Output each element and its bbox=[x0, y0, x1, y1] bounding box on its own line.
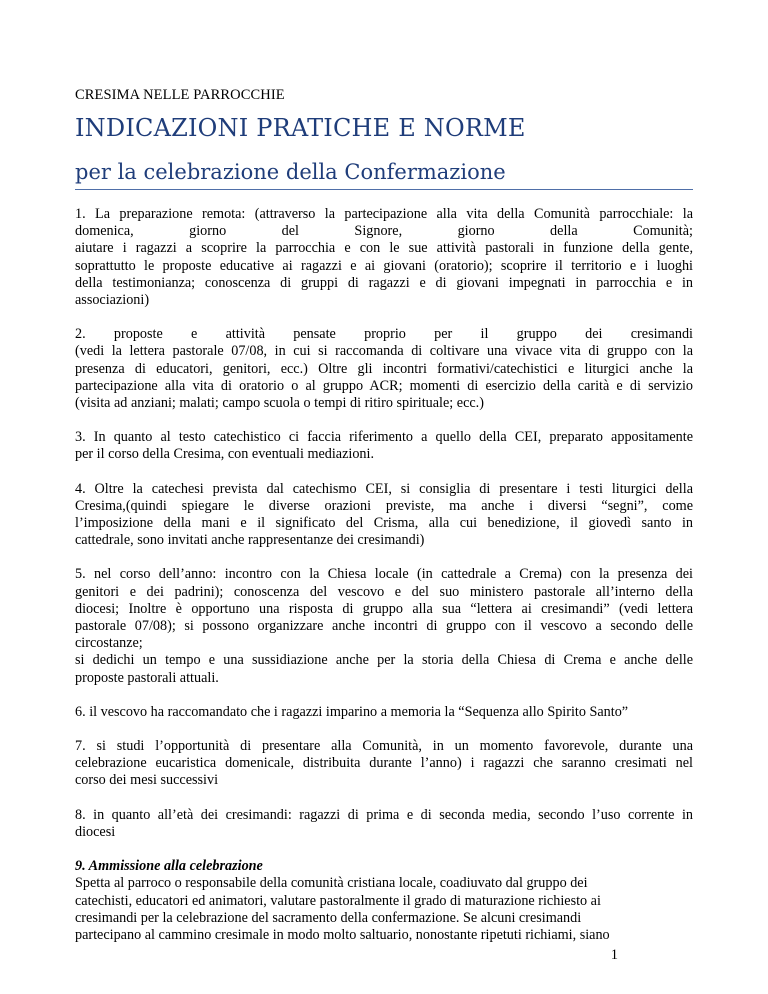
document-body bbox=[75, 206, 693, 961]
paragraph-line: associazioni) bbox=[75, 292, 150, 309]
paragraph-8 bbox=[75, 807, 693, 841]
title-divider bbox=[75, 189, 693, 190]
paragraph-line: domenica, giorno del Signore, giorno della Comunità; bbox=[75, 223, 693, 240]
paragraph-line: partecipazione alla vita di oratorio o al gruppo ACR; momenti di esercizio della carità e di servizio bbox=[75, 377, 693, 394]
paragraph-line: cattedrale, sono invitati anche rappresentanze dei cresimandi) bbox=[75, 532, 425, 549]
paragraph-line: aiutare i ragazzi a scoprire la parrocchia e con le sue attività pastorali in funzione della gente, bbox=[75, 240, 693, 257]
paragraph-line: della testimonianza; conoscenza di gruppi di ragazzi e di giovani impegnati in parrocchia e in bbox=[75, 274, 693, 291]
paragraph-line: si dedichi un tempo e una sussidiazione anche per la storia della Chiesa di Crema e anche delle bbox=[75, 652, 693, 669]
paragraph-line: diocesi; Inoltre è opportuno una risposta di gruppo alla sua “lettera ai cresimandi” (vedi lettera bbox=[75, 600, 693, 617]
paragraph-line: l’imposizione della mani e il significato del Crisma, alla cui benedizione, il giovedì santo in bbox=[75, 515, 693, 532]
paragraph-line: circostanze; bbox=[75, 635, 143, 652]
paragraph-line: diocesi bbox=[75, 823, 116, 840]
paragraph-line: proposte pastorali attuali. bbox=[75, 669, 219, 686]
paragraph-line: 5. nel corso dell’anno: incontro con la Chiesa locale (in cattedrale a Crema) con la presenza dei bbox=[75, 566, 693, 583]
paragraph-3 bbox=[75, 429, 693, 463]
paragraph-line: genitori e dei padrini); conoscenza del vescovo e del suo ministero pastorale all’interno della bbox=[75, 583, 693, 600]
paragraph-line: 4. Oltre la catechesi prevista dal catechismo CEI, si consiglia di presentare i testi liturgici della bbox=[75, 480, 693, 497]
paragraph-6 bbox=[75, 704, 693, 721]
paragraph-line: corso dei mesi successivi bbox=[75, 772, 219, 789]
paragraph-line: 1. La preparazione remota: (attraverso la partecipazione alla vita della Comunità parrocchiale: la bbox=[75, 206, 693, 222]
paragraph-line: 6. il vescovo ha raccomandato che i ragazzi imparino a memoria la “Sequenza allo Spirito Santo” bbox=[75, 703, 629, 720]
section-9-heading: 9. Ammissione alla celebrazione bbox=[75, 858, 263, 875]
paragraph-1 bbox=[75, 206, 693, 309]
paragraph-line: (visita ad anziani; malati; campo scuola o tempi di ritiro spirituale; ecc.) bbox=[75, 395, 484, 412]
paragraph-line: pastorale 07/08); si possono organizzare anche incontri di gruppo con il vescovo a secondo delle bbox=[75, 618, 693, 635]
document-subtitle: per la celebrazione della Confermazione bbox=[75, 160, 506, 184]
section-9 bbox=[75, 858, 693, 944]
paragraph-line: per il corso della Cresima, con eventuali mediazioni. bbox=[75, 446, 375, 463]
paragraph-7 bbox=[75, 738, 693, 790]
paragraph-4 bbox=[75, 481, 693, 550]
section-9-line: Spetta al parroco o responsabile della comunità cristiana locale, coadiuvato dal gruppo dei bbox=[75, 875, 588, 892]
paragraph-line: (vedi la lettera pastorale 07/08, in cui si raccomanda di coltivare una vivace vita di gruppo con la bbox=[75, 343, 693, 360]
paragraph-line: Cresima,(quindi spiegare le diverse orazioni previste, ma anche i diversi “segni”, come bbox=[75, 497, 693, 514]
paragraph-line: presenza di educatori, genitori, ecc.) Oltre gli incontri formativi/catechistici e liturgici anche la bbox=[75, 360, 693, 377]
paragraph-line: 7. si studi l’opportunità di presentare alla Comunità, in un momento favorevole, durante una bbox=[75, 738, 693, 755]
paragraph-5 bbox=[75, 566, 693, 686]
document-kicker: CRESIMA NELLE PARROCCHIE bbox=[75, 87, 285, 103]
page-number: 1 bbox=[610, 947, 618, 963]
paragraph-line: soprattutto le proposte educative ai ragazzi e ai giovani (oratorio); scoprire il territorio e i luoghi bbox=[75, 257, 693, 274]
paragraph-line: 2. proposte e attività pensate proprio per il gruppo dei cresimandi bbox=[75, 326, 693, 343]
paragraph-2 bbox=[75, 326, 693, 412]
paragraph-line: 3. In quanto al testo catechistico ci faccia riferimento a quello della CEI, preparato appositamente bbox=[75, 429, 693, 446]
section-9-line: partecipano al cammino cresimale in modo molto saltuario, nonostante ripetuti richiami, siano bbox=[75, 926, 610, 943]
section-9-line: cresimandi per la celebrazione del sacramento della confermazione. Se alcuni cresimandi bbox=[75, 909, 582, 926]
paragraph-line: 8. in quanto all’età dei cresimandi: ragazzi di prima e di seconda media, secondo l’uso corrente in bbox=[75, 806, 693, 823]
section-9-line: catechisti, educatori ed animatori, valutare pastoralmente il grado di maturazione richiesto ai bbox=[75, 892, 601, 909]
document-title: INDICAZIONI PRATICHE E NORME bbox=[75, 114, 526, 142]
paragraph-line: celebrazione eucaristica domenicale, distribuita durante l’anno) i ragazzi che saranno cresimati nel bbox=[75, 755, 693, 772]
